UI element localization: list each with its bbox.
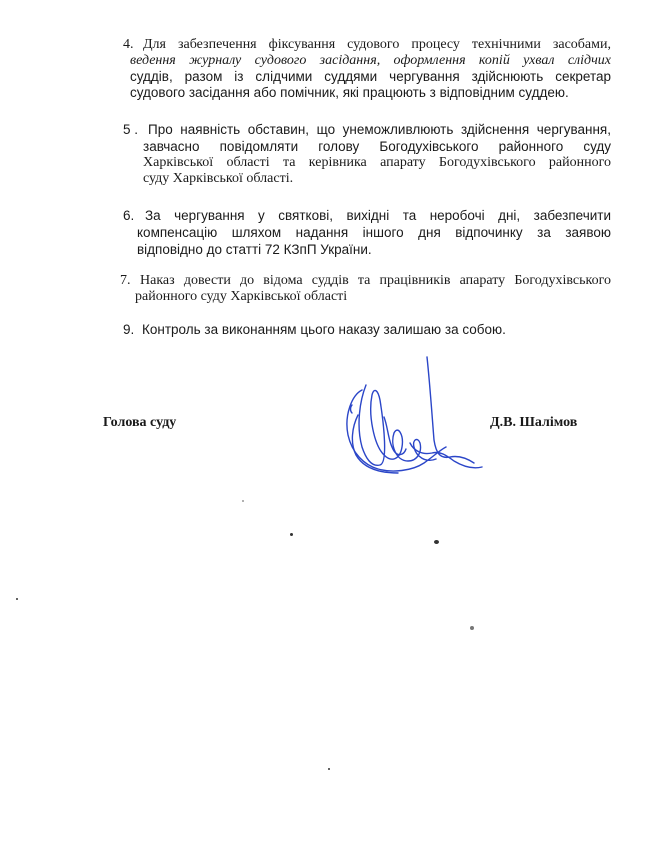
scan-speck [16, 598, 18, 600]
clause-line: судового засідання або помічник, які працюють з відповідним суддею. [130, 85, 569, 100]
scan-speck [242, 500, 244, 502]
clause-number: 6. [123, 208, 135, 223]
clause-line: компенсацію шляхом надання іншого дня відпочинку за заявою [137, 225, 611, 240]
clause-line: Наказ довести до відома суддів та працівників апарату Богодухівського [140, 273, 611, 288]
clause-number: 7. [120, 273, 131, 288]
clause-line: відповідно до статті 72 КЗпП України. [137, 242, 372, 257]
position-title: Голова суду [103, 415, 177, 430]
clause-line: Для забезпечення фіксування судового процесу технічними засобами, [143, 37, 611, 52]
signer-name: Д.В. Шалімов [490, 415, 578, 430]
clause-line: Про наявність обставин, що унеможливлюють здійснення чергування, [148, 122, 611, 137]
scan-speck [290, 533, 293, 536]
clause-line: суду Харківської області. [143, 171, 294, 186]
clause-number: 4. [123, 37, 134, 52]
clause-line: суддів, разом із слідчими суддями чергування здійснюють секретар [130, 69, 611, 84]
scan-speck [470, 626, 474, 630]
handwritten-signature-icon [322, 355, 492, 485]
clause-line: ведення журналу судового засідання, оформлення копій ухвал слідчих [130, 53, 611, 68]
scan-speck [328, 768, 330, 770]
scan-speck [434, 540, 439, 544]
clause-line: зaвчасно повідомляти голову Богодухівського районного суду [143, 139, 611, 154]
clause-number: 5 . [123, 122, 139, 137]
clause-line: За чергування у святкові, вихідні та неробочі дні, забезпечити [145, 208, 611, 223]
clause-line: Харківської області та керівника апарату Богодухівського районного [143, 155, 611, 170]
clause-number: 9. [123, 322, 135, 337]
clause-line: Контроль за виконанням цього наказу залишаю за собою. [142, 322, 506, 337]
clause-line: районного суду Харківської області [135, 289, 348, 304]
